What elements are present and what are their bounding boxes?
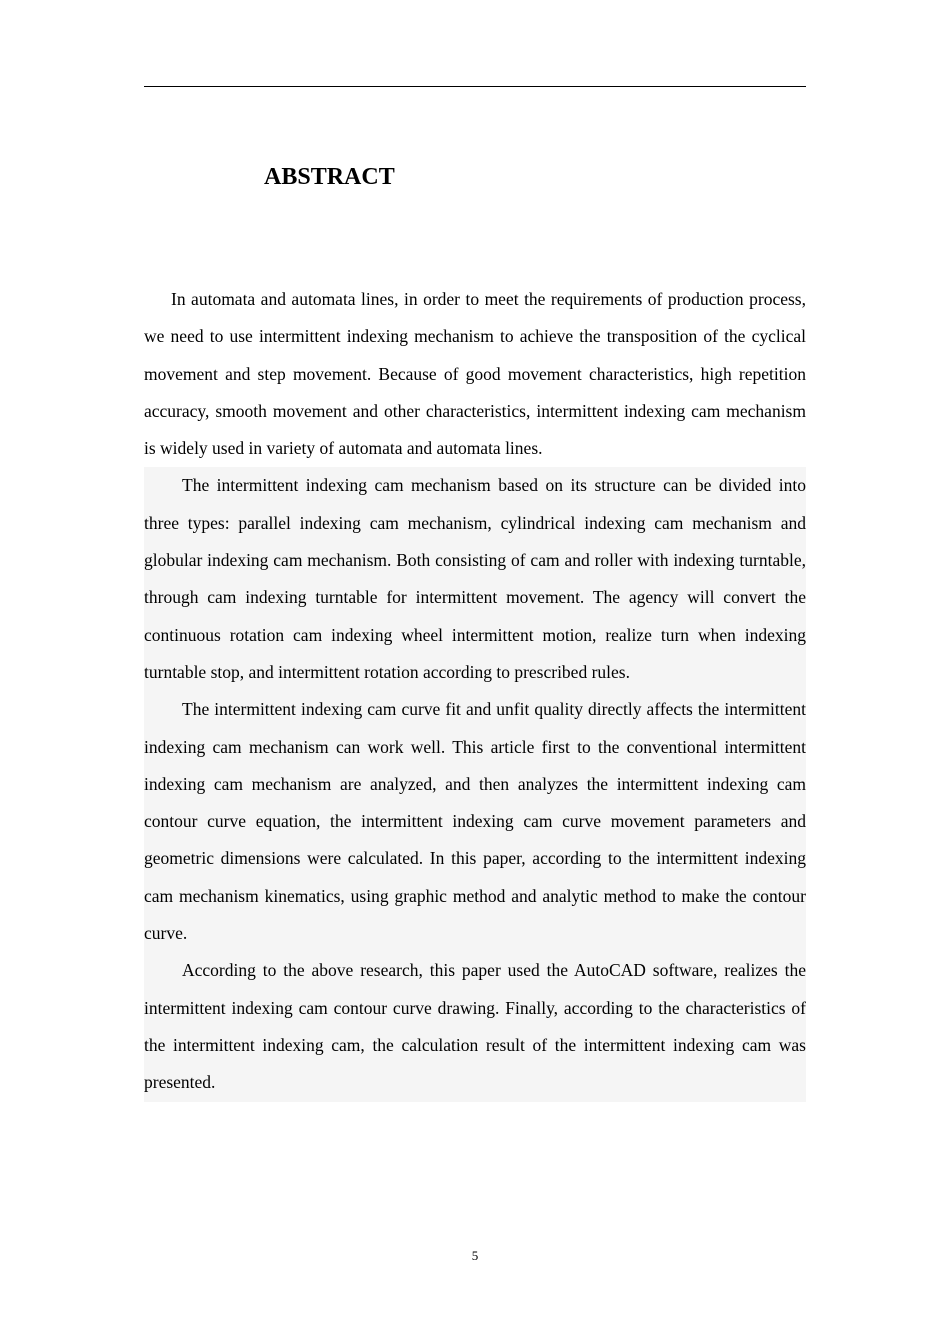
header-rule [144, 86, 806, 87]
abstract-paragraph-2: The intermittent indexing cam mechanism based on its structure can be divided into three types: parallel indexing cam mechanism, cylindrical indexing cam mechanism and globular indexing cam mechanism. Both consisting of cam and roller with indexing turntable, through cam indexing turntable for intermittent movement. The agency will convert the continuous rotation cam indexing wheel intermittent motion, realize turn when indexing turntable stop, and intermittent rotation according to prescribed rules. [144, 467, 806, 691]
abstract-title: ABSTRACT [264, 164, 395, 190]
abstract-paragraph-1: In automata and automata lines, in order to meet the requirements of production process, we need to use intermittent indexing mechanism to achieve the transposition of the cyclical movement and step movement. Because of good movement characteristics, high repetition accuracy, smooth movement and other characteristics, intermittent indexing cam mechanism is widely used in variety of automata and automata lines. [144, 289, 806, 459]
abstract-paragraph-3: The intermittent indexing cam curve fit and unfit quality directly affects the intermittent indexing cam mechanism can work well. This article first to the conventional intermittent indexing cam mechanism are analyzed, and then analyzes the intermittent indexing cam contour curve equation, the intermittent indexing cam curve movement parameters and geometric dimensions were calculated. In this paper, according to the intermittent indexing cam mechanism kinematics, using graphic method and analytic method to make the contour curve. [144, 691, 806, 952]
abstract-body [144, 281, 806, 1102]
page-number: 5 [471, 1248, 479, 1263]
abstract-paragraph-4: According to the above research, this paper used the AutoCAD software, realizes the intermittent indexing cam contour curve drawing. Finally, according to the characteristics of the intermittent indexing cam, the calculation result of the intermittent indexing cam was presented. [144, 952, 806, 1101]
